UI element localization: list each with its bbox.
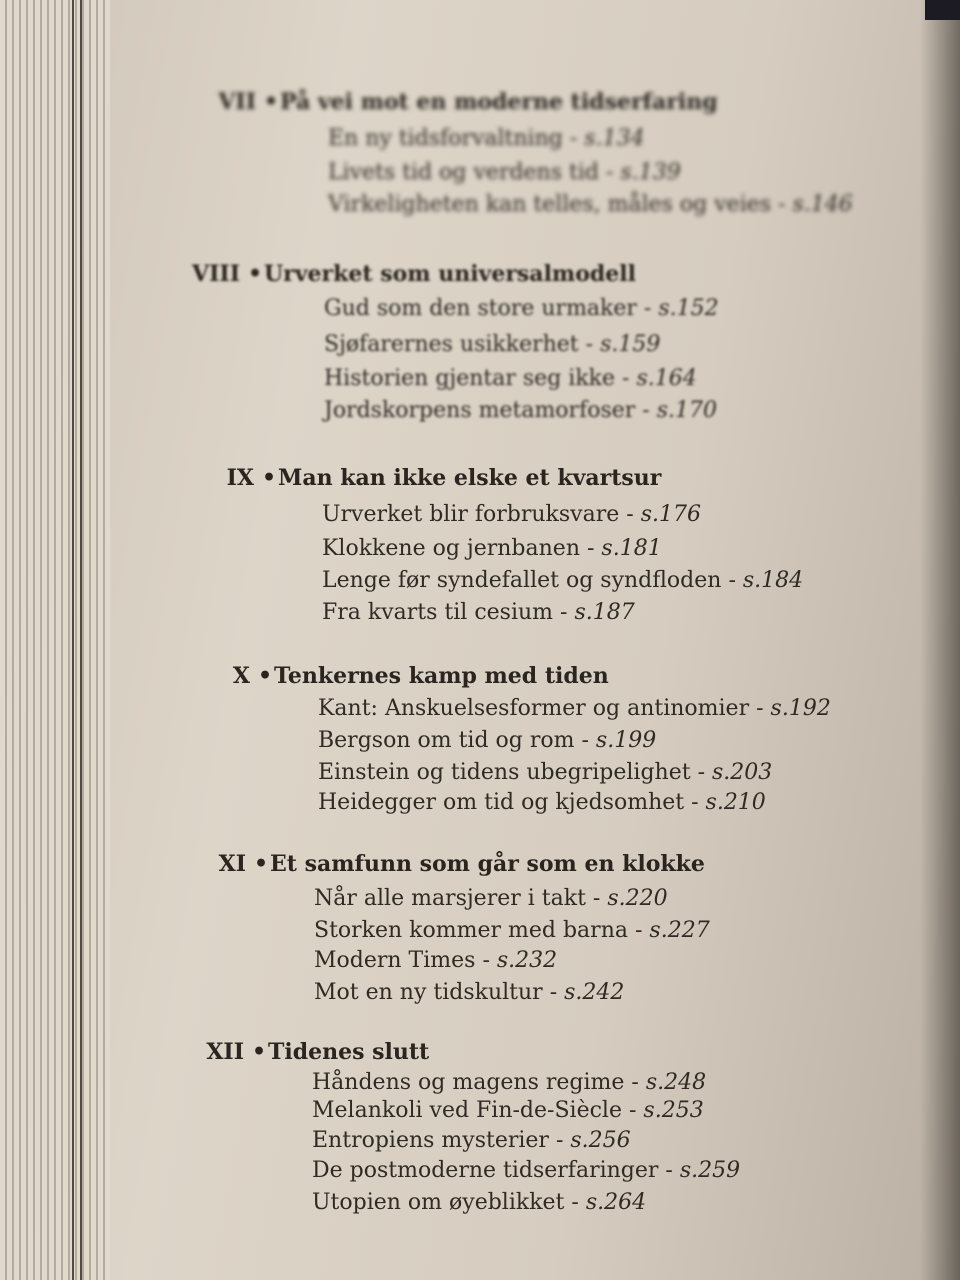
- toc-entry: [324, 294, 719, 324]
- page-ref: s.232: [496, 948, 558, 973]
- chapter-title: Tidenes slutt: [268, 1039, 430, 1065]
- entry-text: Kant: Anskuelsesformer og antinomier: [318, 696, 750, 721]
- dash: -: [586, 536, 595, 561]
- page-ref: s.152: [658, 296, 719, 321]
- bullet: •: [263, 89, 279, 115]
- page-ref: s.164: [636, 366, 697, 391]
- toc-entry: [314, 884, 668, 914]
- bullet: •: [261, 465, 277, 491]
- entry-text: Livets tid og verdens tid: [328, 160, 599, 185]
- chapter-title: Urverket som universalmodell: [264, 261, 636, 287]
- entry-text: Modern Times: [314, 948, 476, 973]
- entry-text: Gud som den store urmaker: [324, 296, 637, 321]
- toc-entry: [318, 788, 766, 818]
- dash: -: [569, 126, 578, 151]
- chapter-title: På vei mot en moderne tidserfaring: [280, 89, 718, 115]
- page-ref: s.187: [574, 600, 635, 625]
- toc-entry: [322, 500, 701, 530]
- toc-entry: [324, 330, 660, 360]
- page-ref: s.192: [770, 696, 831, 721]
- chapter-heading: [196, 86, 718, 118]
- toc-entry: [314, 946, 557, 976]
- dash: -: [642, 398, 650, 423]
- entry-text: Klokkene og jernbanen: [322, 536, 580, 561]
- chapter-numeral: X: [232, 663, 250, 689]
- entry-text: Jordskorpens metamorfoser: [324, 398, 636, 423]
- entry-text: Utopien om øyeblikket: [312, 1190, 565, 1215]
- dash: -: [482, 948, 490, 973]
- chapter-numeral: IX: [226, 465, 254, 491]
- chapter-heading: [194, 462, 661, 494]
- dash: -: [592, 886, 601, 911]
- page-ref: s.170: [656, 398, 717, 423]
- entry-text: Lenge før syndefallet og syndfloden: [322, 568, 722, 593]
- page-ref: s.259: [679, 1158, 741, 1183]
- entry-text: Melankoli ved Fin-de-Siècle: [312, 1098, 622, 1123]
- chapter-title: Tenkernes kamp med tiden: [274, 663, 609, 689]
- page-ref: s.176: [640, 502, 701, 527]
- page-ref: s.256: [570, 1128, 631, 1153]
- chapter-numeral: VIII: [192, 261, 240, 287]
- page-ref: s.264: [585, 1190, 647, 1215]
- page-ref: s.134: [584, 126, 645, 151]
- page-ref: s.210: [705, 790, 766, 815]
- entry-text: Urverket blir forbruksvare: [322, 502, 620, 527]
- page-ref: s.146: [792, 192, 853, 217]
- entry-text: Storken kommer med barna: [314, 918, 628, 943]
- dash: -: [555, 1128, 564, 1153]
- dash: -: [728, 568, 736, 593]
- page-ref: s.181: [601, 536, 662, 561]
- dash: -: [778, 192, 786, 217]
- toc-entry: [318, 694, 831, 724]
- page-ref: s.184: [742, 568, 804, 593]
- page-ref: s.220: [607, 886, 668, 911]
- dash: -: [634, 918, 643, 943]
- toc-entry: [328, 190, 853, 220]
- entry-text: Entropiens mysterier: [312, 1128, 549, 1153]
- entry-text: Einstein og tidens ubegripelighet: [318, 760, 691, 785]
- entry-text: Mot en ny tidskultur: [314, 980, 543, 1005]
- toc-entry: [324, 364, 697, 394]
- entry-text: Sjøfarernes usikkerhet: [324, 332, 579, 357]
- dash: -: [697, 760, 705, 785]
- page-ref: s.203: [712, 760, 773, 785]
- dash: -: [643, 296, 652, 321]
- chapter-heading: [186, 848, 705, 880]
- chapter-heading: [184, 1036, 429, 1068]
- entry-text: De postmoderne tidserfaringer: [312, 1158, 659, 1183]
- toc-entry: [324, 396, 717, 426]
- dash: -: [691, 790, 699, 815]
- page-ref: s.139: [620, 160, 681, 185]
- dash: -: [571, 1190, 579, 1215]
- page-ref: s.159: [600, 332, 661, 357]
- dash: -: [549, 980, 558, 1005]
- toc-entry: [322, 566, 803, 596]
- dash: -: [581, 728, 589, 753]
- dash: -: [756, 696, 764, 721]
- toc-entry: [318, 726, 656, 756]
- toc-entry: [328, 124, 645, 154]
- toc-entry: [314, 916, 710, 946]
- toc-entry: [314, 978, 624, 1008]
- entry-text: Fra kvarts til cesium: [322, 600, 554, 625]
- dash: -: [585, 332, 594, 357]
- page-ref: s.199: [595, 728, 657, 753]
- page-ref: s.248: [645, 1070, 707, 1095]
- chapter-numeral: XI: [218, 851, 246, 877]
- entry-text: Heidegger om tid og kjedsomhet: [318, 790, 685, 815]
- bullet: •: [251, 1039, 267, 1065]
- dash: -: [622, 366, 630, 391]
- dash: -: [628, 1098, 637, 1123]
- chapter-numeral: XII: [206, 1039, 244, 1065]
- entry-text: Virkeligheten kan telles, måles og veies: [328, 192, 772, 217]
- toc-entry: [322, 534, 662, 564]
- dash: -: [631, 1070, 639, 1095]
- chapter-title: Et samfunn som går som en klokke: [270, 851, 705, 877]
- page-ref: s.227: [649, 918, 710, 943]
- toc-entry: [328, 158, 681, 188]
- page-ref: s.242: [564, 980, 625, 1005]
- entry-text: En ny tidsforvaltning: [328, 126, 563, 151]
- page-ref: s.253: [643, 1098, 704, 1123]
- dash: -: [605, 160, 614, 185]
- bullet: •: [253, 851, 269, 877]
- entry-text: Håndens og magens regime: [312, 1070, 625, 1095]
- toc-entry: [312, 1188, 646, 1218]
- toc-entry: [312, 1096, 704, 1126]
- dash: -: [665, 1158, 673, 1183]
- toc-entry: [318, 758, 772, 788]
- dash: -: [626, 502, 634, 527]
- toc-entry: [312, 1126, 631, 1156]
- entry-text: Når alle marsjerer i takt: [314, 886, 586, 911]
- entry-text: Historien gjentar seg ikke: [324, 366, 615, 391]
- bullet: •: [247, 261, 263, 287]
- entry-text: Bergson om tid og rom: [318, 728, 575, 753]
- chapter-numeral: VII: [218, 89, 256, 115]
- chapter-heading: [180, 258, 636, 290]
- dash: -: [560, 600, 568, 625]
- bullet: •: [257, 663, 273, 689]
- toc-entry: [312, 1156, 740, 1186]
- toc-entry: [322, 598, 635, 628]
- toc-entry: [312, 1068, 706, 1098]
- chapter-heading: [190, 660, 609, 692]
- chapter-title: Man kan ikke elske et kvartsur: [278, 465, 662, 491]
